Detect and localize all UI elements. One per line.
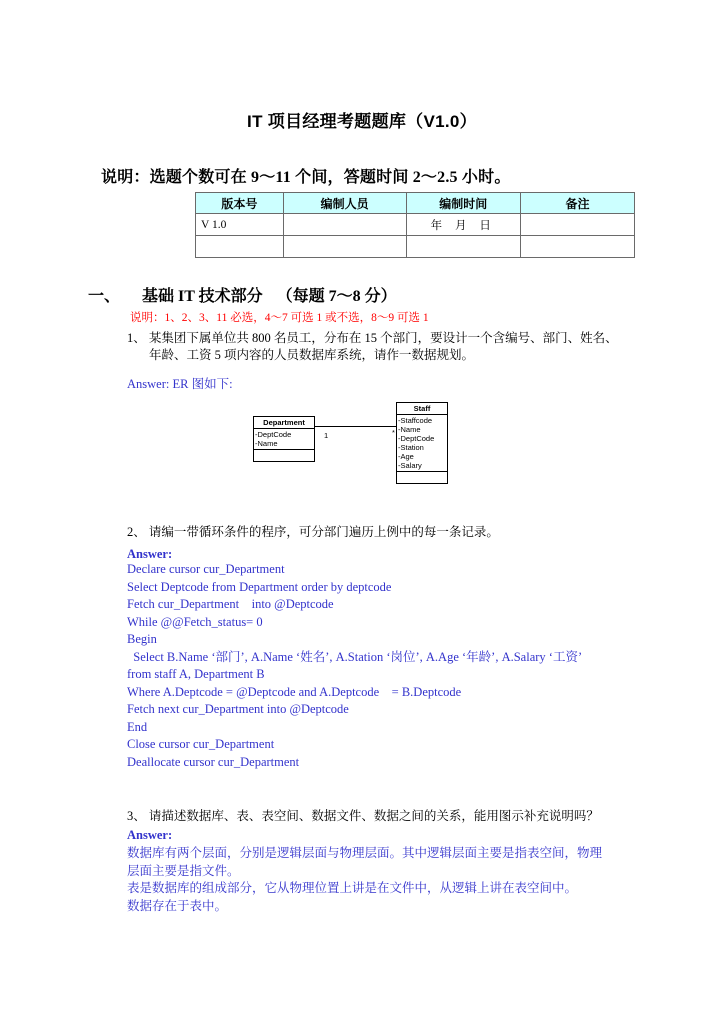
code-line: Deallocate cursor cur_Department: [127, 754, 300, 769]
section-score: （每题 7～8 分）: [276, 288, 397, 305]
code-line: Select Deptcode from Department order by deptcode: [127, 579, 392, 594]
column-header-remark: 备注: [521, 193, 635, 214]
code-line: Declare cursor cur_Department: [127, 562, 285, 576]
cell-date: [406, 236, 520, 258]
answer-line: 层面主要是指文件。: [127, 863, 240, 878]
uml-class-staff: [396, 402, 448, 484]
er-cardinality-many: *: [392, 428, 395, 437]
question-1-text: [127, 330, 627, 364]
version-table: [195, 192, 635, 258]
uml-operations-department: [254, 450, 314, 461]
code-line: Fetch next cur_Department into @Deptcode: [127, 702, 349, 716]
section-heading: [88, 283, 397, 306]
code-line: Fetch cur_Department into @Deptcode: [127, 597, 334, 611]
question-1-answer-intro: Answer: ER 图如下:: [127, 377, 233, 391]
code-line: from staff A, Department B: [127, 667, 265, 681]
section-number: 一、: [88, 288, 121, 305]
cell-author: [283, 236, 406, 258]
uml-attribute: -Name: [398, 425, 421, 434]
er-association-line: [315, 426, 396, 427]
code-line: Begin: [127, 632, 157, 646]
code-line: While @@Fetch_status= 0: [127, 614, 263, 629]
code-line: End: [127, 719, 148, 734]
instruction-line: 说明：选题个数可在 9～11 个间，答题时间 2～2.5 小时。: [101, 169, 511, 186]
answer-line: 数据存在于表中。: [127, 898, 228, 913]
question-2-code-block: [127, 561, 597, 771]
question-1-line-2: 年龄、工资 5 项内容的人员数据库系统，请作一数据规划。: [149, 348, 475, 362]
cell-author: [283, 214, 406, 236]
uml-class-name-department: Department: [254, 417, 314, 429]
cell-remark: [521, 236, 635, 258]
cell-version: V 1.0: [196, 214, 284, 236]
question-2-answer-label: Answer:: [127, 547, 173, 561]
table-row: [196, 214, 635, 236]
section-red-note: 说明：1、2、3、11 必选，4～7 可选 1 或不选，8～9 可选 1: [130, 312, 429, 324]
column-header-author: 编制人员: [283, 193, 406, 214]
question-3-text: 3、 请描述数据库、表、表空间、数据文件、数据之间的关系，能用图示补充说明吗？: [127, 809, 599, 823]
er-diagram: [240, 398, 500, 498]
table-header-row: [196, 193, 635, 214]
uml-attribute: -DeptCode: [255, 430, 292, 439]
cell-date: 年 月 日: [406, 214, 520, 236]
uml-attribute: -Station: [398, 443, 424, 452]
uml-attribute: -DeptCode: [398, 434, 435, 443]
cell-remark: [521, 214, 635, 236]
code-line: Close cursor cur_Department: [127, 737, 275, 751]
uml-class-department: [253, 416, 315, 462]
uml-attribute: -Staffcode: [398, 416, 433, 425]
answer-line: 表是数据库的组成部分，它从物理位置上讲是在文件中，从逻辑上讲在表空间中。: [127, 881, 578, 895]
page-title: IT 项目经理考题题库（V1.0）: [247, 112, 477, 131]
question-1-line-1: 1、 某集团下属单位共 800 名员工，分布在 15 个部门，要设计一个含编号、部门、姓名、: [127, 331, 618, 345]
question-2-text: 2、 请编一带循环条件的程序，可分部门遍历上例中的每一条记录。: [127, 525, 499, 539]
question-3-answer-label: Answer:: [127, 828, 173, 842]
cell-version: [196, 236, 284, 258]
section-title: 基础 IT 技术部分: [142, 288, 263, 305]
er-cardinality-one: 1: [324, 431, 329, 440]
table-row: [196, 236, 635, 258]
question-3-answer-body: [127, 845, 622, 915]
uml-class-name-staff: Staff: [397, 403, 447, 415]
uml-attribute: -Age: [398, 452, 414, 461]
uml-attribute: -Salary: [398, 461, 422, 470]
column-header-date: 编制时间: [406, 193, 520, 214]
uml-attributes-department: [254, 429, 314, 450]
uml-attribute: -Name: [255, 439, 278, 448]
answer-line: 数据库有两个层面，分别是逻辑层面与物理层面。其中逻辑层面主要是指表空间，物理: [127, 846, 603, 860]
code-line: Select B.Name ‘部门’, A.Name ‘姓名’, A.Station ‘岗位’, A.Age ‘年龄’, A.Salary ‘工资’: [127, 649, 583, 664]
uml-operations-staff: [397, 472, 447, 483]
uml-attributes-staff: [397, 415, 447, 472]
column-header-version: 版本号: [196, 193, 284, 214]
code-line: Where A.Deptcode = @Deptcode and A.Deptcode = B.Deptcode: [127, 684, 462, 699]
